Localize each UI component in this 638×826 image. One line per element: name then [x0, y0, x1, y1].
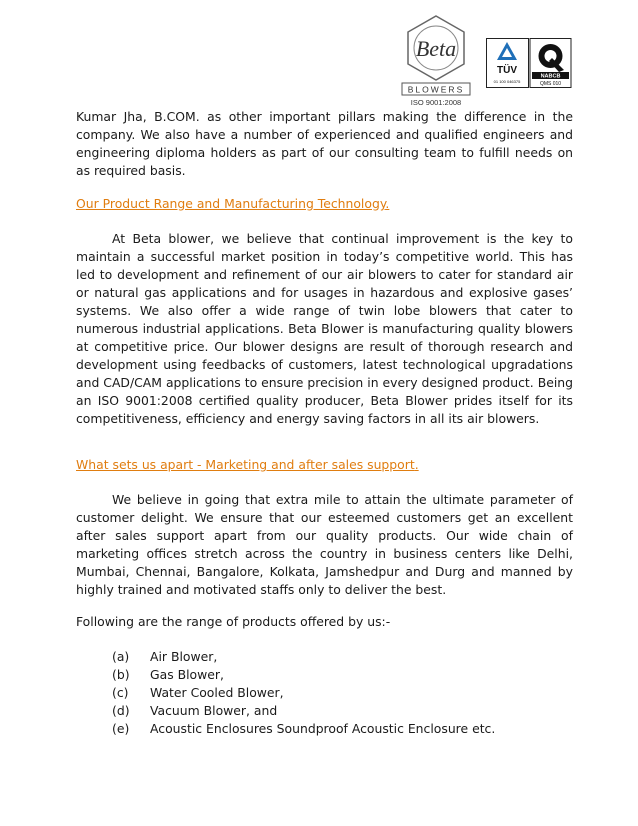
- products-list-intro: Following are the range of products offered by us:-: [76, 614, 391, 629]
- nabcb-label: NABCB: [540, 73, 561, 80]
- product-range-paragraph: [76, 230, 573, 428]
- list-item-text: Air Blower,: [150, 649, 218, 664]
- list-item-label: (e): [112, 721, 130, 736]
- tuv-cert-number: 01 100 046375: [493, 79, 521, 84]
- beta-blowers-logo: [398, 14, 474, 108]
- sets-apart-paragraph: [76, 491, 573, 599]
- list-item-label: (c): [112, 685, 129, 700]
- qms-label: QMS 010: [539, 81, 562, 87]
- list-item-text: Acoustic Enclosures Soundproof Acoustic Enclosure etc.: [150, 721, 496, 736]
- tuv-label: TÜV: [497, 65, 517, 76]
- list-item: [112, 702, 572, 720]
- product-range-heading: Our Product Range and Manufacturing Technology.: [76, 196, 390, 211]
- sets-apart-body: We believe in going that extra mile to attain the ultimate parameter of customer delight. We ensure that our esteemed customers get an excellent after sales support apart from our quality products. Our wide chain of marketing offices stretch across the country in business centers like Delhi, Mumbai, Chennai, Bangalore, Kolkata, Jamshedpur and Durg and manned by highly trained and motivated staffs only to deliver the best.: [76, 492, 573, 597]
- list-item: [112, 648, 572, 666]
- list-item-text: Water Cooled Blower,: [150, 685, 284, 700]
- list-item: [112, 720, 572, 738]
- products-list: [112, 648, 572, 738]
- list-item: [112, 684, 572, 702]
- list-item-label: (a): [112, 649, 130, 664]
- tuv-nabcb-logo: [486, 38, 572, 88]
- list-item-label: (d): [112, 703, 130, 718]
- beta-logo-text: Beta: [415, 36, 457, 61]
- iso-certification-text: ISO 9001:2008: [410, 98, 462, 107]
- list-item: [112, 666, 572, 684]
- intro-paragraph: Kumar Jha, B.COM. as other important pillars making the difference in the company. We also have a number of experienced and qualified engineers and engineering diploma holders as part of our consulting team to fulfill needs on as required basis.: [76, 109, 573, 178]
- blowers-wordmark: BLOWERS: [407, 84, 465, 95]
- product-range-heading-text: Our Product Range and Manufacturing Technology: [76, 196, 386, 211]
- sets-apart-heading: What sets us apart - Marketing and after sales support.: [76, 457, 419, 472]
- list-item-text: Gas Blower,: [150, 667, 224, 682]
- product-range-body: At Beta blower, we believe that continual improvement is the key to maintain a successful market position in today’s competitive world. This has led to development and refinement of our air blowers to cater for standard air or natural gas applications and for usages in hazardous and explosive gases’ systems. We also offer a wide range of twin lobe blowers that cater to numerous industrial applications. Beta Blower is manufacturing quality blowers at competitive price. Our blower designs are result of thorough research and development using feedbacks of customers, latest technological upgradations and CAD/CAM applications to ensure precision in every designed product. Being an ISO 9001:2008 certified quality producer, Beta Blower prides itself for its competitiveness, efficiency and energy saving factors in all its air blowers.: [76, 231, 573, 426]
- list-item-text: Vacuum Blower, and: [150, 703, 278, 718]
- sets-apart-heading-text: What sets us apart - Marketing and after sales support: [76, 457, 415, 472]
- list-item-label: (b): [112, 667, 130, 682]
